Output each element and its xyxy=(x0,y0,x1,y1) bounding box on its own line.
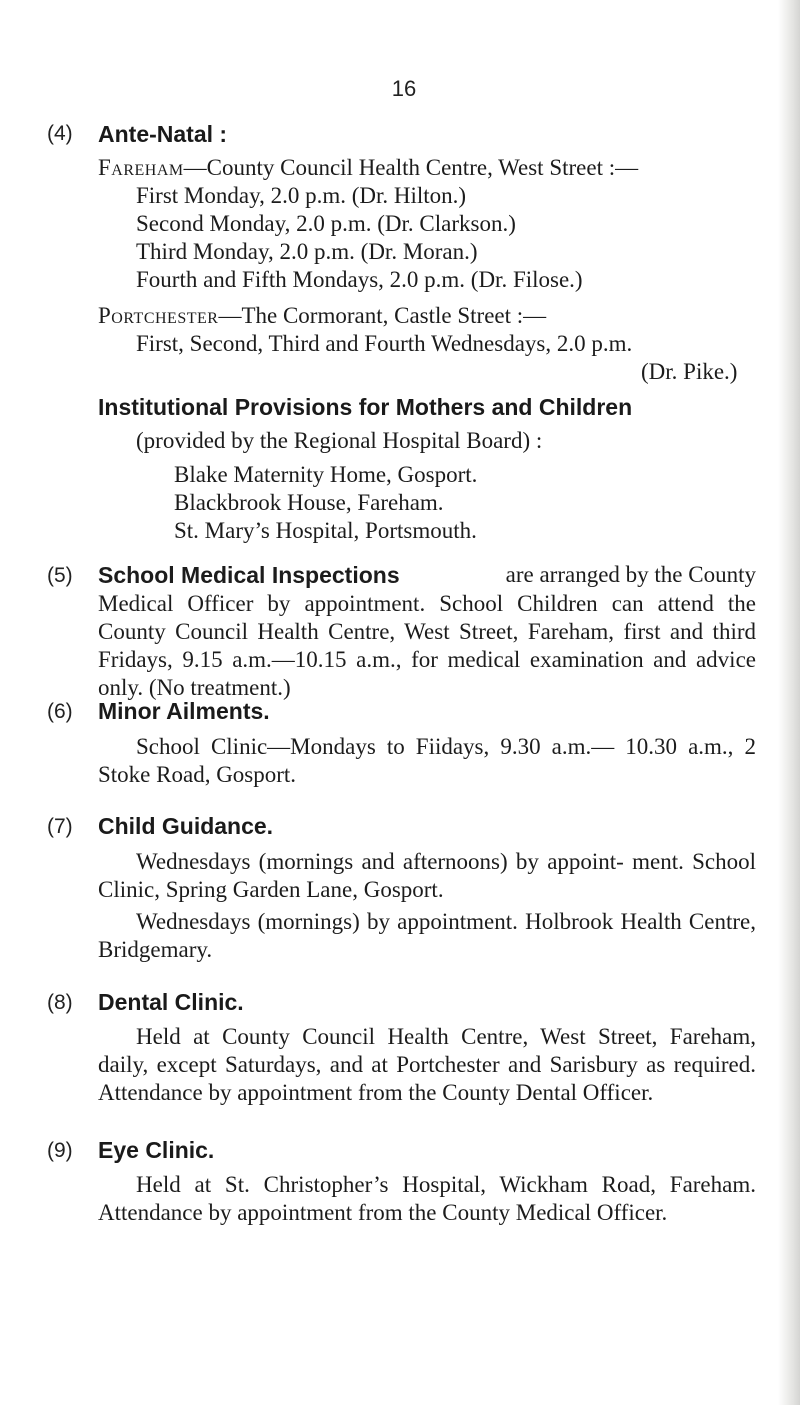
section-number-9: (9) xyxy=(47,1139,73,1162)
fareham-schedule-line: Fourth and Fifth Mondays, 2.0 p.m. (Dr. Filose.) xyxy=(136,267,583,292)
dental-clinic-text: Held at County Council Health Centre, West Street, Fareham, daily, except Saturdays, and at Portchester and Sarisbury as required. Attendance by appointment from the County Dental Officer. xyxy=(98,1024,756,1105)
section-heading-dental-clinic: Dental Clinic. xyxy=(98,989,244,1015)
fareham-schedule-line: First Monday, 2.0 p.m. (Dr. Hilton.) xyxy=(136,183,467,208)
section-number-4: (4) xyxy=(47,122,73,145)
portchester-place-name: Portchester xyxy=(98,303,219,328)
fareham-schedule-line: Second Monday, 2.0 p.m. (Dr. Clarkson.) xyxy=(136,211,516,236)
section-number-7: (7) xyxy=(47,815,73,838)
institution-item: Blake Maternity Home, Gosport. xyxy=(174,462,478,487)
page-number: 16 xyxy=(391,76,417,101)
fareham-clinic-location xyxy=(98,155,638,181)
section-number-6: (6) xyxy=(47,700,73,723)
school-medical-inspections-text: Medical Officer by appointment. School Children can attend the County Council Health Centre, West Street, Fareham, first and third Fridays, 9.15 a.m.—10.15 a.m., for medical examination and advice only. (No treatment.) xyxy=(98,591,756,700)
section-number-8: (8) xyxy=(47,991,73,1014)
institutional-provisions-subheading: (provided by the Regional Hospital Board) : xyxy=(136,428,543,453)
section-heading-minor-ailments: Minor Ailments. xyxy=(98,698,270,724)
section-number-5: (5) xyxy=(47,564,73,587)
institutional-provisions-heading: Institutional Provisions for Mothers and Children xyxy=(98,394,633,420)
institution-item: Blackbrook House, Fareham. xyxy=(174,490,444,515)
section-heading-school-medical-inspections: School Medical Inspections xyxy=(98,562,400,588)
school-medical-inspections-first-line xyxy=(98,562,756,589)
school-medical-inspections-lead: are arranged by the County xyxy=(505,562,756,587)
fareham-place-name: Fareham xyxy=(98,155,184,180)
institution-item: St. Mary’s Hospital, Portsmouth. xyxy=(174,518,477,543)
portchester-schedule-line: First, Second, Third and Fourth Wednesdays, 2.0 p.m. xyxy=(136,331,633,356)
minor-ailments-text: School Clinic—Mondays to Fiidays, 9.30 a.m.— 10.30 a.m., 2 Stoke Road, Gosport. xyxy=(98,734,756,787)
portchester-doctor: (Dr. Pike.) xyxy=(641,359,738,384)
portchester-clinic-location xyxy=(98,303,546,329)
section-heading-ante-natal: Ante-Natal : xyxy=(98,121,228,147)
section-heading-child-guidance: Child Guidance. xyxy=(98,813,274,839)
portchester-address: —The Cormorant, Castle Street :— xyxy=(218,303,547,328)
fareham-address: —County Council Health Centre, West Street :— xyxy=(183,155,639,180)
section-heading-eye-clinic: Eye Clinic. xyxy=(98,1137,215,1163)
child-guidance-paragraph-1: Wednesdays (mornings and afternoons) by appoint- ment. School Clinic, Spring Garden Lane, Gosport. xyxy=(98,849,756,902)
fareham-schedule-line: Third Monday, 2.0 p.m. (Dr. Moran.) xyxy=(136,239,478,264)
eye-clinic-text: Held at St. Christopher’s Hospital, Wickham Road, Fareham. Attendance by appointment from the County Medical Officer. xyxy=(98,1172,756,1225)
child-guidance-paragraph-2: Wednesdays (mornings) by appointment. Holbrook Health Centre, Bridgemary. xyxy=(98,909,756,962)
